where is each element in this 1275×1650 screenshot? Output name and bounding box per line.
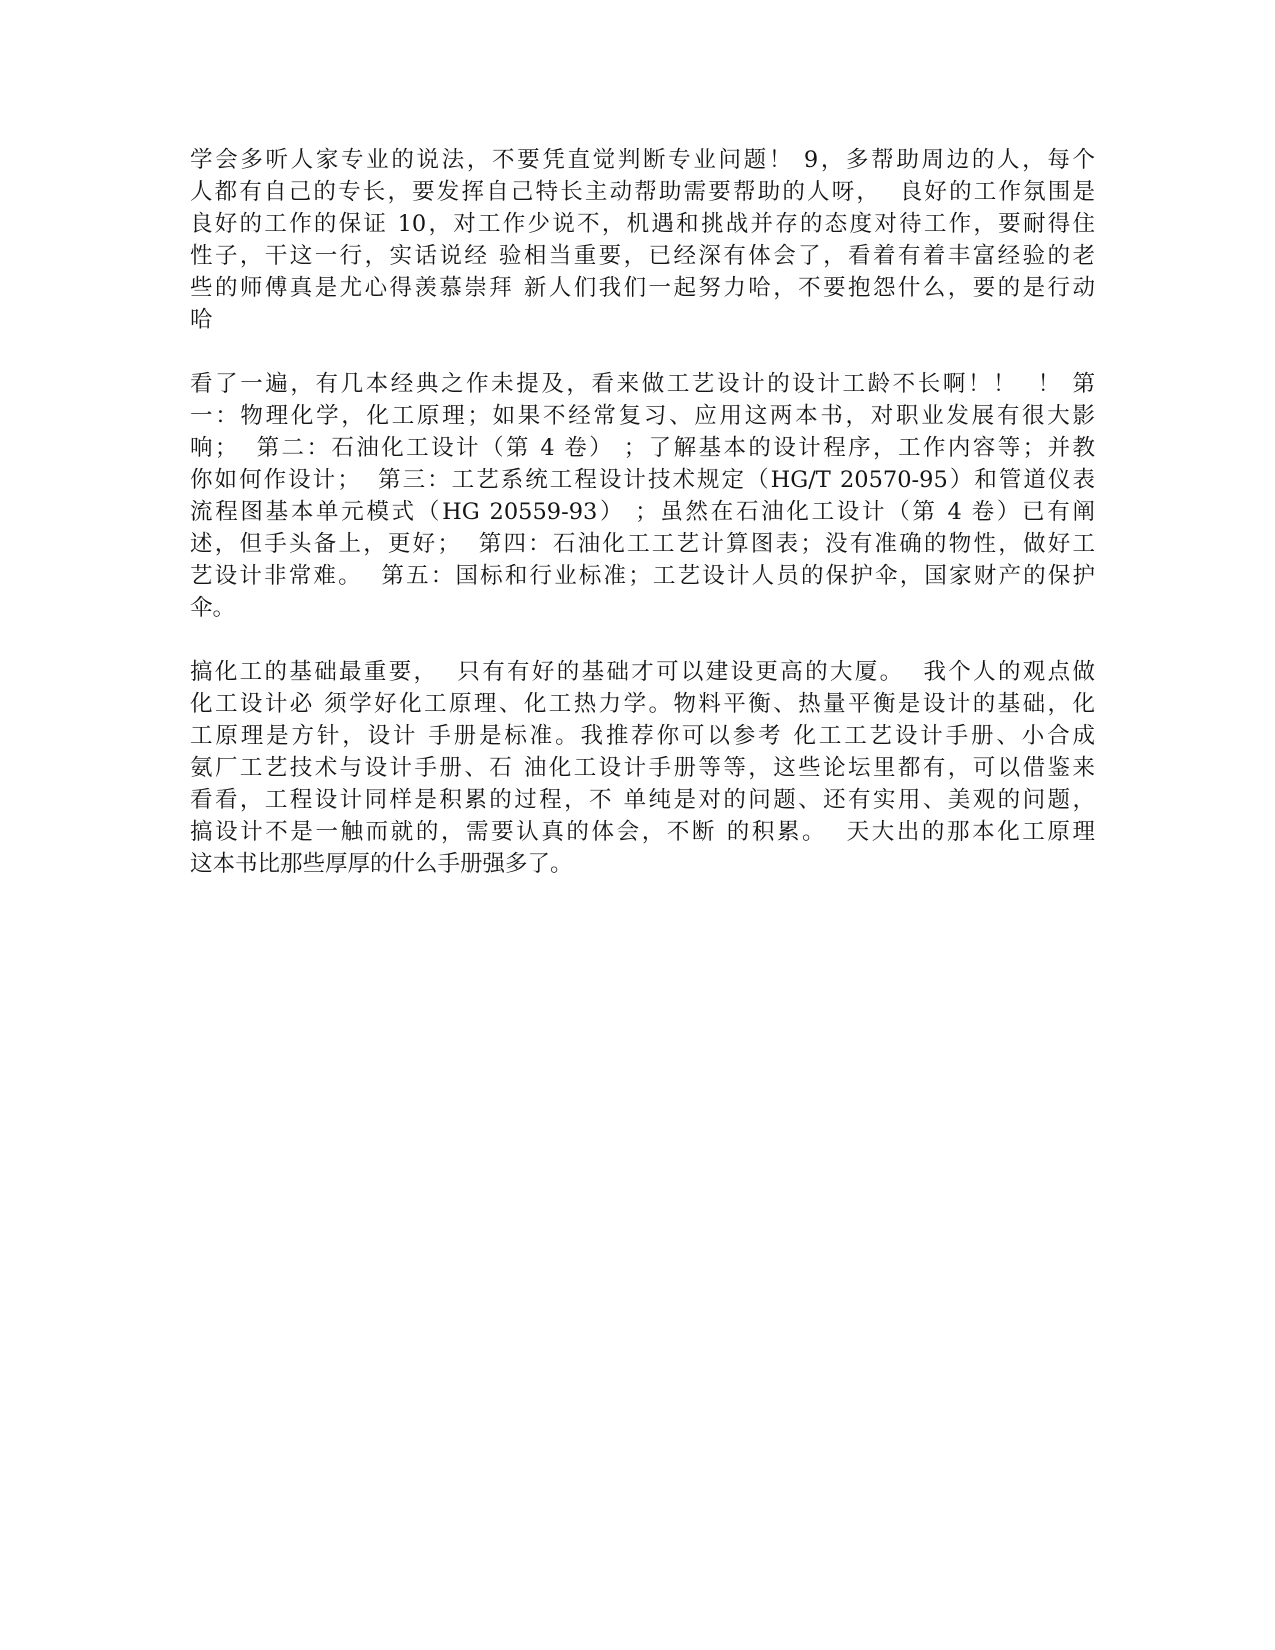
text-line: 性子，干这一行，实话说经 验相当重要，已经深有体会了，看着有着丰富经验的老 (190, 243, 1095, 269)
text-line: 搞设计不是一触而就的，需要认真的体会，不断 的积累。 天大出的那本化工原理 (190, 819, 1095, 845)
text-line: 人都有自己的专长，要发挥自己特长主动帮助需要帮助的人呀， 良好的工作氛围是 (190, 179, 1095, 205)
text-line: 流程图基本单元模式（HG 20559-93） ；虽然在石油化工设计（第 4 卷）已有阐 (190, 499, 1095, 525)
text-line: 述，但手头备上，更好； 第四：石油化工工艺计算图表；没有准确的物性，做好工 (190, 531, 1095, 557)
text-line: 看看，工程设计同样是积累的过程，不 单纯是对的问题、还有实用、美观的问题， (190, 787, 1095, 813)
text-line: 良好的工作的保证 10，对工作少说不，机遇和挑战并存的态度对待工作，要耐得住 (190, 211, 1095, 237)
text-line: 氨厂工艺技术与设计手册、石 油化工设计手册等等，这些论坛里都有，可以借鉴来 (190, 755, 1095, 781)
paragraph-foundations (190, 656, 1095, 880)
text-line: 哈 (190, 307, 213, 333)
text-line: 工原理是方针，设计 手册是标准。我推荐你可以参考 化工工艺设计手册、小合成 (190, 723, 1095, 749)
text-line: 艺设计非常难。 第五：国标和行业标准；工艺设计人员的保护伞，国家财产的保护 (190, 563, 1095, 589)
text-line: 响； 第二：石油化工设计（第 4 卷） ；了解基本的设计程序，工作内容等；并教 (190, 435, 1095, 461)
document-body (190, 144, 1095, 912)
text-line: 化工设计必 须学好化工原理、化工热力学。物料平衡、热量平衡是设计的基础，化 (190, 691, 1095, 717)
text-line: 学会多听人家专业的说法，不要凭直觉判断专业问题！ 9，多帮助周边的人，每个 (190, 147, 1095, 173)
paragraph-work-advice (190, 144, 1095, 336)
text-line: 些的师傅真是尤心得羡慕崇拜 新人们我们一起努力哈，不要抱怨什么，要的是行动 (190, 275, 1095, 301)
text-line: 伞。 (190, 595, 236, 621)
text-line: 搞化工的基础最重要， 只有有好的基础才可以建设更高的大厦。 我个人的观点做 (190, 659, 1095, 685)
text-line: 一：物理化学，化工原理；如果不经常复习、应用这两本书，对职业发展有很大影 (190, 403, 1095, 429)
text-line: 这本书比那些厚厚的什么手册强多了。 (190, 851, 573, 877)
text-line: 看了一遍，有几本经典之作未提及，看来做工艺设计的设计工龄不长啊！！ ！ 第 (190, 371, 1095, 397)
text-line: 你如何作设计； 第三：工艺系统工程设计技术规定（HG/T 20570-95）和管道仪表 (190, 467, 1095, 493)
paragraph-recommended-books (190, 368, 1095, 624)
